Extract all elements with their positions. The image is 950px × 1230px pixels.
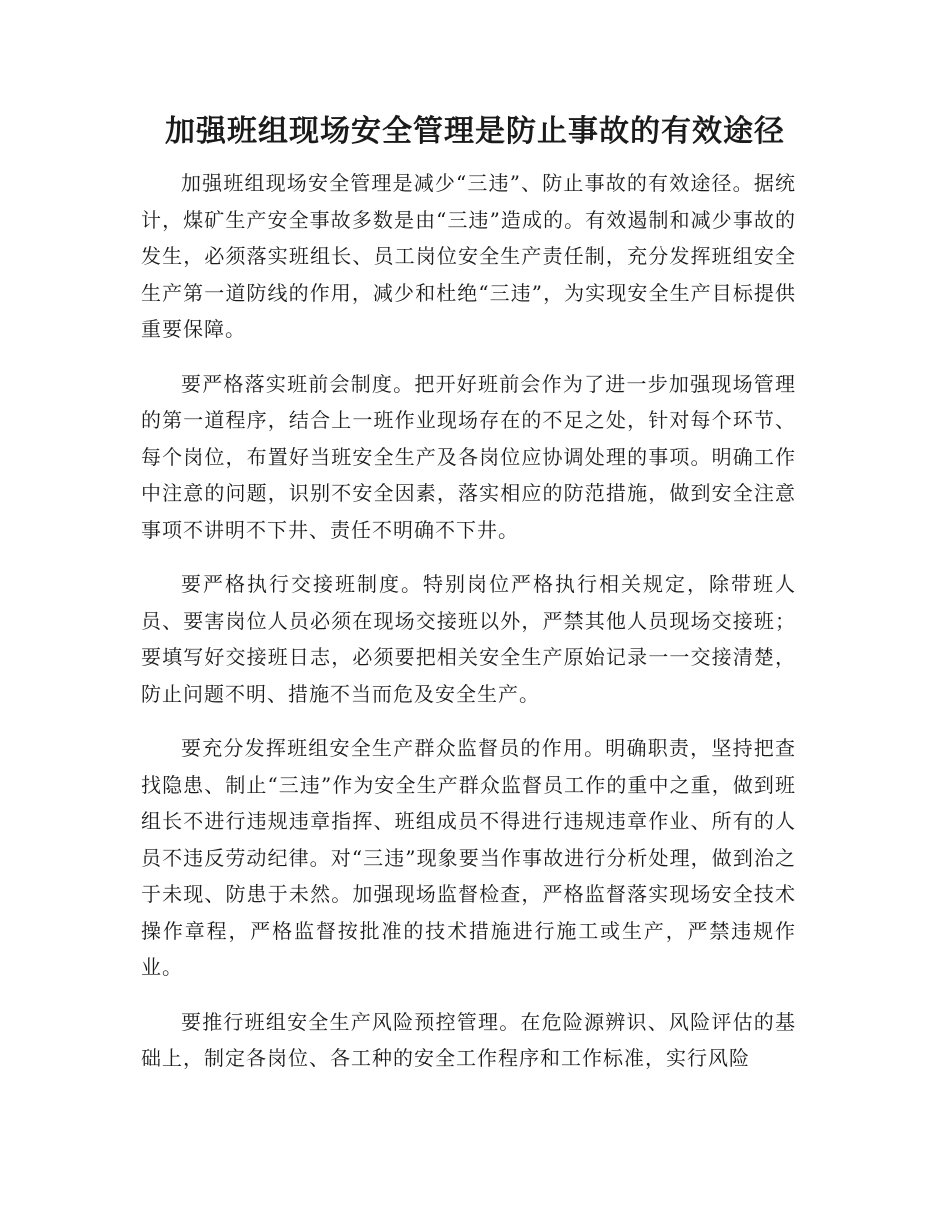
- document-title: 加强班组现场安全管理是防止事故的有效途径: [165, 114, 785, 149]
- paragraph-shift-handover: 要严格执行交接班制度。特别岗位严格执行相关规定，除带班人员、要害岗位人员必须在现场交接班以外，严禁其他人员现场交接班；要填写好交接班日志，必须要把相关安全生产原始记录一一交接清楚，防止问题不明、措施不当而危及安全生产。: [141, 572, 796, 706]
- document-body: [141, 165, 796, 1095]
- paragraph-safety-supervisor: 要充分发挥班组安全生产群众监督员的作用。明确职责，坚持把查找隐患、制止“三违”作为安全生产群众监督员工作的重中之重，做到班组长不进行违规违章指挥、班组成员不得进行违规违章作业、所有的人员不违反劳动纪律。对“三违”现象要当作事故进行分析处理，做到治之于未现、防患于未然。加强现场监督检查，严格监督落实现场安全技术操作章程，严格监督按批准的技术措施进行施工或生产，严禁违规作业。: [141, 736, 796, 979]
- paragraph-pre-shift-meeting: 要严格落实班前会制度。把开好班前会作为了进一步加强现场管理的第一道程序，结合上一班作业现场存在的不足之处，针对每个环节、每个岗位，布置好当班安全生产及各岗位应协调处理的事项。明确工作中注意的问题，识别不安全因素，落实相应的防范措施，做到安全注意事项不讲明不下井、责任不明确不下井。: [141, 371, 796, 542]
- paragraph-risk-control: 要推行班组安全生产风险预控管理。在危险源辨识、风险评估的基础上，制定各岗位、各工种的安全工作程序和工作标准，实行风险: [141, 1009, 796, 1070]
- paragraph-intro: 加强班组现场安全管理是减少“三违”、防止事故的有效途径。据统计，煤矿生产安全事故多数是由“三违”造成的。有效遏制和减少事故的发生，必须落实班组长、员工岗位安全生产责任制，充分发挥班组安全生产第一道防线的作用，减少和杜绝“三违”，为实现安全生产目标提供重要保障。: [141, 171, 796, 341]
